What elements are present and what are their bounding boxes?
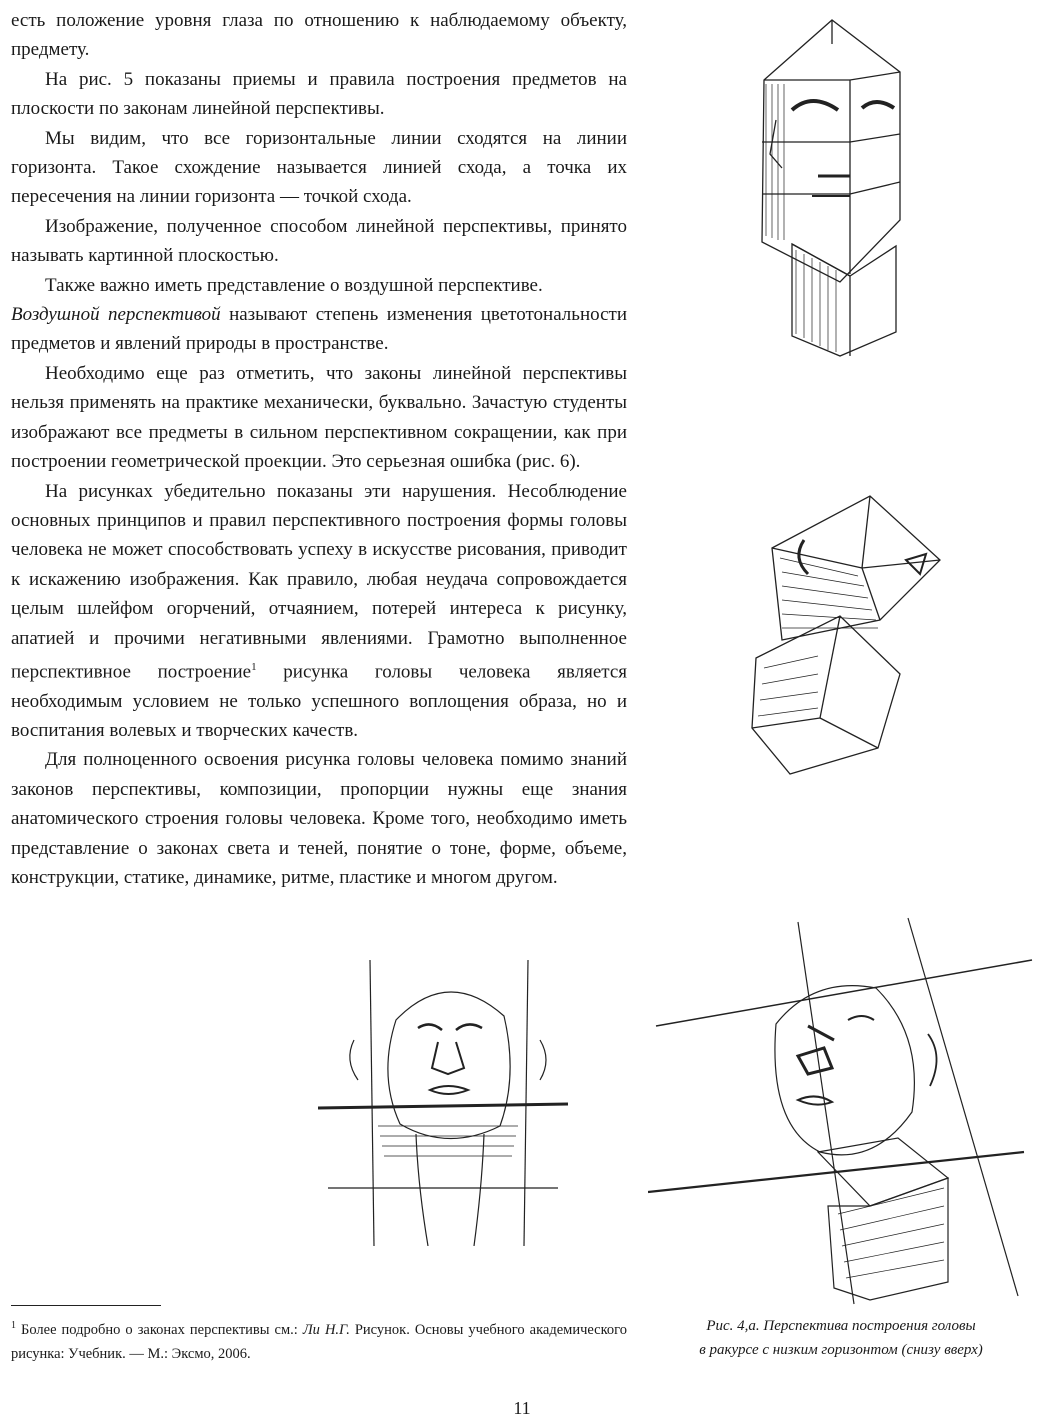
paragraph: Также важно иметь представление о воздушной перспективе.	[45, 274, 543, 296]
paragraph: Мы видим, что все горизонтальные линии сходятся на линии горизонта. Такое схождение называется линией схода, а точка их пересечения на линии горизонта — точкой схода.	[11, 127, 627, 208]
caption-line: Рис. 4,а. Перспектива построения головы	[706, 1318, 976, 1334]
paragraph-text: На рисунках убедительно показаны эти нарушения. Несоблюдение основных принципов и правил перспективного построения формы головы человека не может способствовать успеху в искусстве рисования, приводит к искажению изображения. Как правило, любая неудача сопровождается целым шлейфом огорчений, отчаянием, потерей интереса к рисунку, апатией и прочими негативными явлениями. Грамотно выполненное перспективное построение	[11, 480, 627, 683]
footnote-text: Рисунок. Основы учебного академического рисунка: Учебник. — М.: Эксмо, 2006.	[11, 1321, 628, 1362]
footnote-separator	[11, 1305, 161, 1306]
main-text-column	[11, 6, 627, 893]
paragraph: есть положение уровня глаза по отношению к наблюдаемому объекту, предмету.	[11, 10, 627, 61]
sketch-block-head-front	[700, 14, 1010, 364]
paragraph: Изображение, полученное способом линейной перспективы, принято называть картинной плоскостью.	[11, 215, 627, 267]
sketch-head-perspective-box	[648, 916, 1040, 1308]
footnote-reference: 1	[251, 660, 257, 673]
figure-caption	[645, 1314, 1037, 1362]
paragraph	[11, 300, 627, 359]
footnote	[11, 1314, 627, 1366]
footnote-text: Более подробно о законах перспективы см.:	[16, 1321, 303, 1338]
footnote-author: Ли Н.Г.	[302, 1321, 350, 1338]
paragraph: Необходимо еще раз отметить, что законы линейной перспективы нельзя применять на практике механически, буквально. Зачастую студенты изображают все предметы в сильном перспективном сокращении, как при построении геометрической проекции. Это серьезная ошибка (рис. 6).	[11, 362, 627, 473]
page-number: 11	[513, 1398, 531, 1418]
sketch-block-head-tilted	[730, 488, 980, 778]
paragraph-text: называют степень изменения цветотональности предметов и явлений природы в пространстве.	[11, 304, 627, 355]
paragraph-text: рисунка головы человека является необходимым условием не только успешного воплощения образа, но и воспитания волевых и творческих качеств.	[11, 661, 627, 742]
paragraph: Для полноценного освоения рисунка головы человека помимо знаний законов перспективы, композиции, пропорции нужны еще знания анатомического строения головы человека. Кроме того, необходимо иметь представление о законах света и теней, понятие о тоне, форме, объеме, конструкции, статике, динамике, ритме, пластике и многом другом.	[11, 749, 627, 889]
emphasis-term: Воздушной перспективой	[11, 304, 221, 326]
sketch-head-from-below	[318, 956, 578, 1246]
footnote-mark: 1	[11, 1320, 16, 1331]
caption-line: в ракурсе с низким горизонтом (снизу вверх)	[699, 1342, 983, 1358]
paragraph	[11, 477, 627, 746]
paragraph: На рис. 5 показаны приемы и правила построения предметов на плоскости по законам линейной перспективы.	[11, 68, 627, 120]
